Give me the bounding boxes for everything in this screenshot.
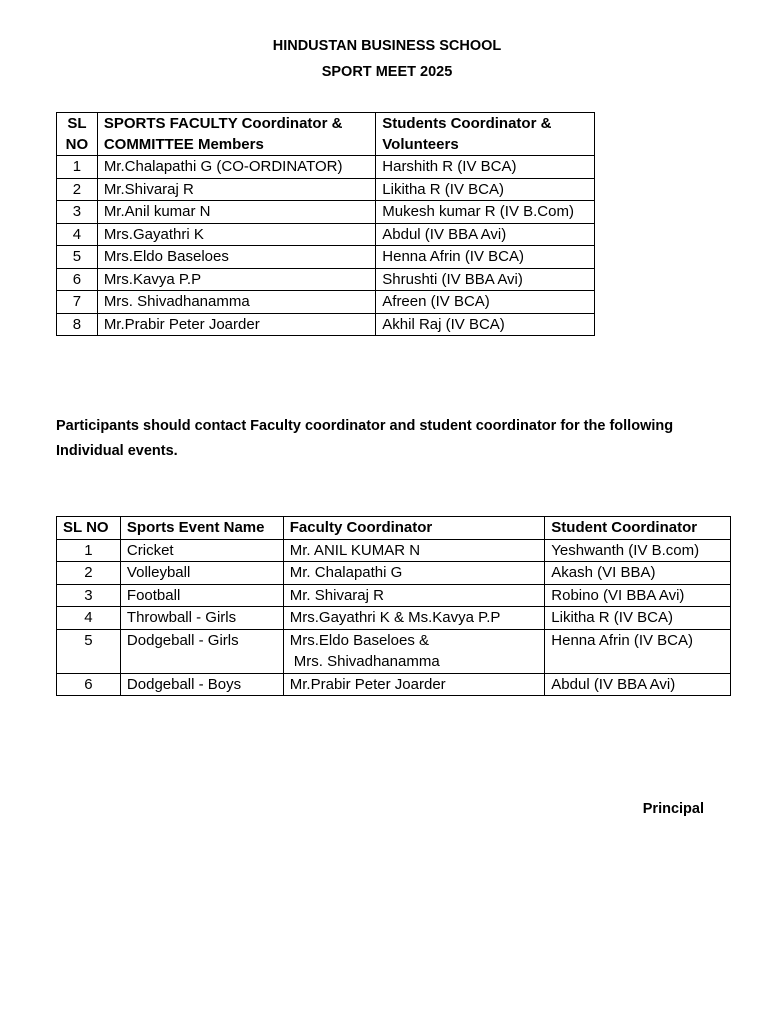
faculty-cell: Mrs.Gayathri K [97, 223, 375, 246]
sl-cell: 2 [57, 178, 98, 201]
faculty-cell: Mr.Prabir Peter Joarder [283, 673, 545, 696]
events-table [56, 516, 731, 696]
event-cell: Dodgeball - Girls [120, 629, 283, 673]
header-faculty-line2: COMMITTEE Members [103, 136, 264, 153]
committee-header-row [57, 113, 595, 156]
sl-cell: 1 [57, 156, 98, 179]
sl-cell: 8 [57, 313, 98, 336]
sl-cell: 7 [57, 291, 98, 314]
note-line1: Participants should contact Faculty coordinator and student coordinator for the following [56, 418, 674, 434]
student-cell: Akhil Raj (IV BCA) [376, 313, 595, 336]
student-cell: Akash (VI BBA) [545, 562, 731, 585]
student-cell: Likitha R (IV BCA) [545, 607, 731, 630]
header-students-line2: Volunteers [382, 136, 459, 153]
table-row [57, 584, 731, 607]
school-title: HINDUSTAN BUSINESS SCHOOL [272, 38, 502, 54]
student-cell: Robino (VI BBA Avi) [545, 584, 731, 607]
sl-cell: 4 [57, 607, 121, 630]
sl-cell: 5 [57, 246, 98, 269]
table-row [57, 178, 595, 201]
sl-cell: 6 [57, 673, 121, 696]
table-row [57, 156, 595, 179]
sl-cell: 5 [57, 629, 121, 673]
table-row [57, 539, 731, 562]
header-sl-line1: SL [67, 115, 87, 132]
events-header-row [57, 517, 731, 540]
table-row [57, 562, 731, 585]
header-students-line1: Students Coordinator & [382, 115, 552, 132]
header-faculty-coordinator: Faculty Coordinator [283, 517, 545, 540]
table-row [57, 201, 595, 224]
faculty-line1: Mrs.Eldo Baseloes & [289, 631, 429, 649]
faculty-cell: Mrs.Eldo Baseloes [97, 246, 375, 269]
faculty-line2: Mrs. Shivadhanamma [293, 653, 440, 670]
sl-cell: 1 [57, 539, 121, 562]
faculty-cell: Mrs. Shivadhanamma [97, 291, 375, 314]
faculty-cell: Mr.Prabir Peter Joarder [97, 313, 375, 336]
table-row [57, 607, 731, 630]
event-cell: Volleyball [120, 562, 283, 585]
sl-cell: 2 [57, 562, 121, 585]
header-students [376, 113, 595, 156]
header-event-name: Sports Event Name [120, 517, 283, 540]
table-row [57, 246, 595, 269]
header-faculty [97, 113, 375, 156]
student-cell: Abdul (IV BBA Avi) [545, 673, 731, 696]
sl-cell: 4 [57, 223, 98, 246]
header-student-coordinator: Student Coordinator [545, 517, 731, 540]
table-row [57, 268, 595, 291]
student-cell: Abdul (IV BBA Avi) [376, 223, 595, 246]
student-cell: Henna Afrin (IV BCA) [545, 629, 731, 673]
student-cell: Shrushti (IV BBA Avi) [376, 268, 595, 291]
faculty-cell: Mr.Anil kumar N [97, 201, 375, 224]
sl-cell: 6 [57, 268, 98, 291]
student-cell: Harshith R (IV BCA) [376, 156, 595, 179]
student-cell: Henna Afrin (IV BCA) [376, 246, 595, 269]
faculty-cell: Mr.Chalapathi G (CO-ORDINATOR) [97, 156, 375, 179]
student-cell: Yeshwanth (IV B.com) [545, 539, 731, 562]
student-cell: Afreen (IV BCA) [376, 291, 595, 314]
event-cell: Dodgeball - Boys [120, 673, 283, 696]
sl-cell: 3 [57, 584, 121, 607]
committee-table [56, 112, 595, 336]
instruction-note [56, 414, 716, 464]
table-row [57, 673, 731, 696]
header-sl-line2: NO [65, 136, 89, 153]
header-sl-no: SL NO [57, 517, 121, 540]
event-cell: Throwball - Girls [120, 607, 283, 630]
faculty-cell: Mr. ANIL KUMAR N [283, 539, 545, 562]
table-row [57, 223, 595, 246]
student-cell: Mukesh kumar R (IV B.Com) [376, 201, 595, 224]
table-row [57, 629, 731, 673]
sl-cell: 3 [57, 201, 98, 224]
note-line2: Individual events. [56, 443, 178, 459]
event-title: SPORT MEET 2025 [321, 64, 453, 80]
faculty-cell: Mr. Chalapathi G [283, 562, 545, 585]
header-sl-no [57, 113, 98, 156]
event-cell: Football [120, 584, 283, 607]
faculty-cell: Mr.Shivaraj R [97, 178, 375, 201]
table-row [57, 313, 595, 336]
header-faculty-line1: SPORTS FACULTY Coordinator & [103, 115, 343, 132]
event-cell: Cricket [120, 539, 283, 562]
principal-signature-label: Principal [642, 801, 704, 817]
faculty-cell [283, 629, 545, 673]
faculty-cell: Mrs.Kavya P.P [97, 268, 375, 291]
table-row [57, 291, 595, 314]
faculty-cell: Mrs.Gayathri K & Ms.Kavya P.P [283, 607, 545, 630]
faculty-cell: Mr. Shivaraj R [283, 584, 545, 607]
student-cell: Likitha R (IV BCA) [376, 178, 595, 201]
